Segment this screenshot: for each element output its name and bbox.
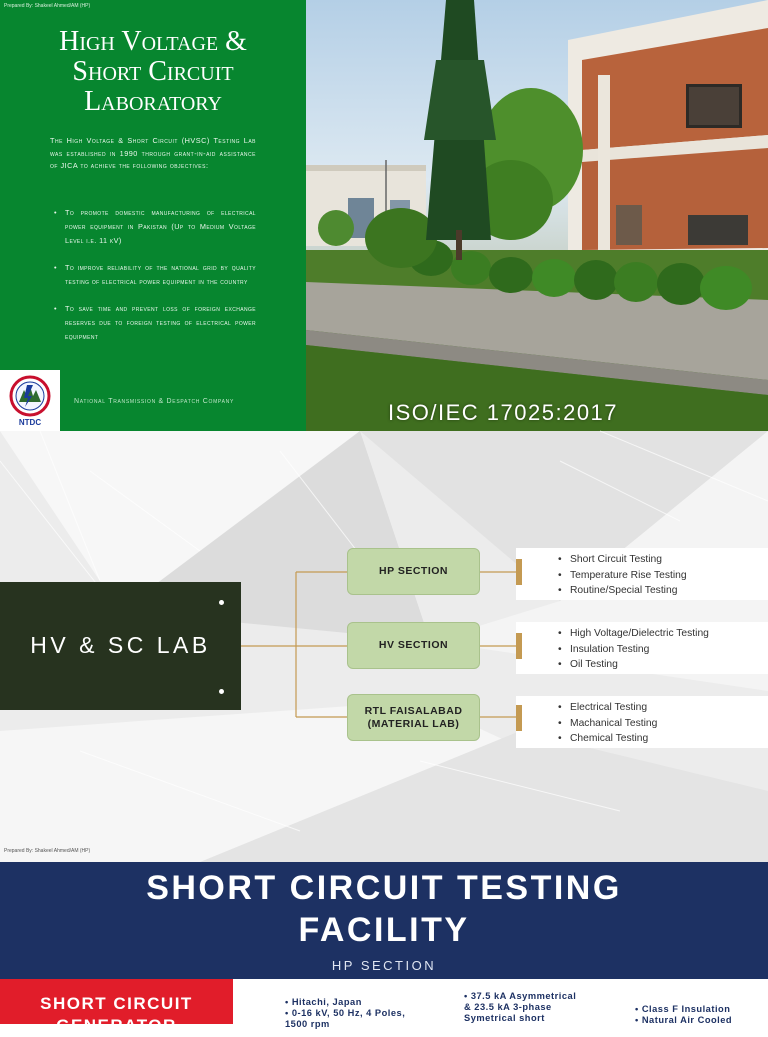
bullet-icon: • <box>558 554 562 565</box>
test-item <box>558 642 709 658</box>
bullet-icon: • <box>54 208 57 217</box>
spec-item: • 0-16 kV, 50 Hz, 4 Poles, 1500 rpm <box>285 1008 406 1029</box>
test-label: Insulation Testing <box>570 643 650 655</box>
ntdc-logo <box>0 370 60 431</box>
organization-name: National Transmission & Despatch Company <box>74 398 234 405</box>
generator-heading-box <box>0 979 233 1035</box>
bullet-icon: • <box>558 643 562 655</box>
connector-tab <box>516 705 522 731</box>
spec-item: • Natural Air Cooled <box>635 1015 733 1025</box>
hv-tests-box <box>516 622 768 674</box>
test-label: High Voltage/Dielectric Testing <box>570 628 709 639</box>
bullet-icon: • <box>558 585 562 596</box>
bullet-icon: • <box>54 263 57 272</box>
test-item <box>558 731 657 747</box>
facility-subtitle: HP SECTION <box>331 958 437 973</box>
spec-item: • 37.5 kA Asymmetrical & 23.5 kA 3-phase Symetrical short <box>464 991 577 1023</box>
connector-tab <box>516 559 522 585</box>
ntdc-emblem-icon <box>7 376 53 418</box>
accreditation-label: ISO/IEC 17025:2017 <box>388 400 619 425</box>
rtl-tests-box <box>516 696 768 748</box>
laboratory-building-photo <box>306 0 768 431</box>
short-circuit-facility-page <box>0 862 768 1035</box>
bullet-icon: • <box>558 717 562 729</box>
connector-tab <box>516 633 522 659</box>
bullet-icon: • <box>558 702 562 713</box>
info-panel <box>0 0 306 431</box>
intro-paragraph: The High Voltage & Short Circuit (HVSC) Testing Lab was established in 1990 through grant-in-aid assistance of JICA to achieve the following objectives: <box>50 136 256 171</box>
hp-section-node: HP SECTION <box>347 548 480 595</box>
hv-section-node: HV SECTION <box>347 622 480 669</box>
lab-overview-page <box>0 0 768 431</box>
test-label: Oil Testing <box>570 659 618 670</box>
spec-column-3 <box>635 1004 732 1026</box>
objective-text: To save time and prevent loss of foreign exchange reserves due to foreign testing of electrical power equipment <box>65 304 256 341</box>
objectives-list <box>54 206 256 357</box>
test-item <box>558 700 657 716</box>
spec-item: • Class F Insulation <box>635 1004 731 1014</box>
test-label: Chemical Testing <box>570 733 649 744</box>
test-label: Temperature Rise Testing <box>570 569 687 581</box>
logo-wordmark: NTDC <box>18 418 42 427</box>
test-label: Routine/Special Testing <box>570 585 678 596</box>
test-label: Electrical Testing <box>570 702 648 713</box>
lab-structure-page <box>0 431 768 862</box>
page-title: High Voltage & Short Circuit Laboratory <box>59 26 247 117</box>
spec-column-1 <box>285 997 405 1030</box>
hp-tests-list <box>558 552 687 599</box>
objective-text: To improve reliability of the national grid by quality testing of electrical power equipment in the country <box>65 263 256 286</box>
hv-tests-list <box>558 626 709 673</box>
bullet-icon: • <box>54 304 57 313</box>
spec-item: • Hitachi, Japan <box>285 997 362 1007</box>
building-scene-image <box>306 0 768 431</box>
prepared-by-credit: Prepared By: Shakeel Ahmed/AM (HP) <box>4 848 91 854</box>
test-item <box>558 568 687 584</box>
bullet-icon: • <box>558 569 562 581</box>
spec-column-2 <box>464 991 576 1024</box>
bullet-icon: • <box>558 659 562 670</box>
facility-title: SHORT CIRCUIT TESTING FACILITY <box>146 869 622 949</box>
corner-dot-icon <box>219 600 224 605</box>
objective-item <box>54 261 256 289</box>
test-item <box>558 626 709 642</box>
test-item <box>558 552 687 568</box>
objective-item <box>54 206 256 248</box>
test-item <box>558 716 657 732</box>
hp-tests-box <box>516 548 768 600</box>
rtl-faisalabad-node: RTL FAISALABAD (MATERIAL LAB) <box>347 694 480 741</box>
rtl-tests-list <box>558 700 657 747</box>
test-label: Short Circuit Testing <box>570 554 662 565</box>
test-label: Machanical Testing <box>570 717 658 729</box>
bullet-icon: • <box>558 628 562 639</box>
hv-sc-lab-box <box>0 582 241 710</box>
objective-text: To promote domestic manufacturing of electrical power equipment in Pakistan (Up to Medium Voltage Level i.e. 11 kV) <box>65 208 256 245</box>
bullet-icon: • <box>558 733 562 744</box>
lab-name-label: HV & SC LAB <box>30 632 211 658</box>
test-item <box>558 583 687 599</box>
generator-specs-box <box>233 979 768 1029</box>
corner-dot-icon <box>219 689 224 694</box>
prepared-by-credit: Prepared By: Shakeel Ahmed/AM (HP) <box>4 3 91 9</box>
generator-heading: SHORT CIRCUIT GENERATOR <box>40 994 193 1035</box>
objective-item <box>54 302 256 344</box>
test-item <box>558 657 709 673</box>
